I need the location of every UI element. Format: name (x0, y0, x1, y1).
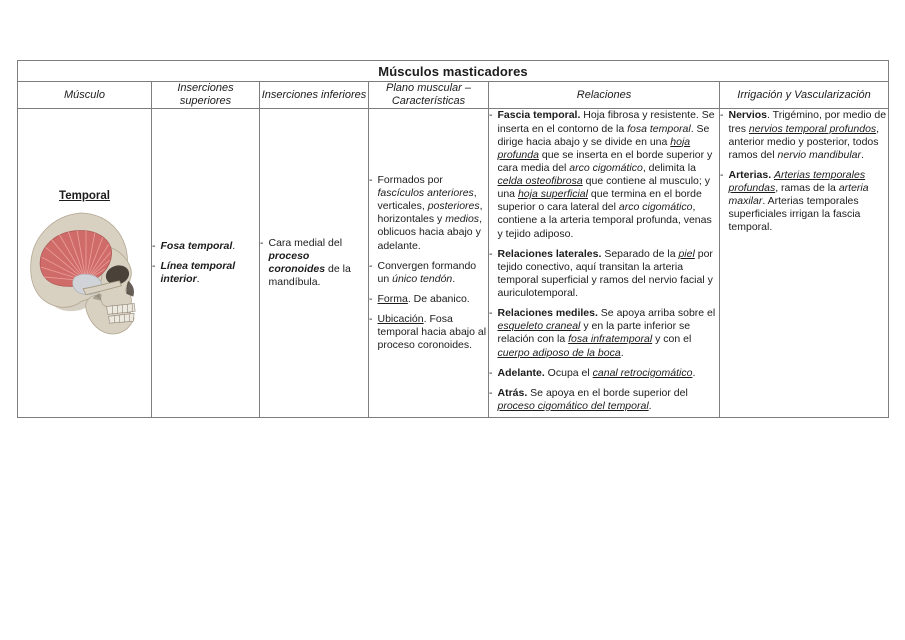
cell-musculo (18, 109, 152, 418)
list-item-text: Fascia temporal. Hoja fibrosa y resistente. Se inserta en el contorno de la fosa temporal. Se dirige hacia abajo y se divide en una hoja profunda que se inserta en el borde superior y cara media del arco cigomático, delimita la celda osteofibrosa que contiene al musculo; y una hoja superficial que termina en el borde superior o cara lateral del arco cigomático, contiene a la arteria temporal profunda, venas y tejido adiposo. (497, 109, 715, 240)
bullet-dash: - (720, 109, 724, 122)
bullet-dash: - (489, 366, 493, 379)
column-header-musculo: Músculo (18, 82, 152, 109)
list-item-text: Ubicación. Fosa temporal hacia abajo al proceso coronoides. (377, 313, 487, 352)
list-item (720, 109, 888, 162)
list-item (152, 240, 259, 253)
cell-relaciones (489, 109, 720, 418)
table-title: Músculos masticadores (18, 61, 889, 82)
bullet-dash: - (720, 168, 724, 181)
list-item (489, 367, 719, 380)
column-header-irrigacion: Irrigación y Vascularización (720, 82, 889, 109)
list-item (369, 313, 488, 352)
list-item (152, 260, 259, 286)
bullet-dash: - (369, 173, 373, 186)
bullet-dash: - (152, 240, 156, 252)
cell-irrigacion (720, 109, 889, 418)
column-header-relaciones: Relaciones (489, 82, 720, 109)
list-item (369, 260, 488, 286)
list-item (260, 237, 368, 290)
list-item-text: Relaciones mediles. Se apoya arriba sobre el esqueleto craneal y en la parte inferior se relación con la fosa infratemporal y con el cuerpo adiposo de la boca. (497, 307, 716, 359)
list-item-text: Formados por fascículos anteriores, verticales, posteriores, horizontales y medios, oblicuos hacia abajo y adelante. (377, 173, 483, 252)
bullet-dash: - (260, 236, 264, 249)
bullet-dash: - (489, 109, 493, 122)
list-item-text: Arterias. Arterias temporales profundas, ramas de la arteria maxilar. Arterias temporales superficiales irrigan la fascia temporal. (728, 168, 869, 234)
bullet-dash: - (369, 313, 373, 326)
skull-temporal-muscle-illustration (24, 208, 146, 338)
bullet-dash: - (489, 386, 493, 399)
list-item (489, 307, 719, 360)
list-item (489, 248, 719, 301)
masticatory-muscles-table (17, 60, 889, 418)
list-item-text: Convergen formando un único tendón. (377, 259, 477, 285)
bullet-dash: - (369, 259, 373, 272)
list-item (489, 109, 719, 240)
cell-inserciones-superiores (152, 109, 260, 418)
list-item-text: Nervios. Trigémino, por medio de tres nervios temporal profundos, anterior medio y posterior, todos ramos del nervio mandibular. (728, 109, 887, 161)
cell-plano-muscular (369, 109, 489, 418)
list-item-text: Relaciones laterales. Separado de la piel por tejido conectivo, aquí transitan la arteria temporal superficial y ramos del nervio facial y auriculotemporal. (497, 247, 713, 299)
bullet-dash: - (489, 247, 493, 260)
list-item-text: Adelante. Ocupa el canal retrocigomático. (497, 366, 696, 379)
list-item (489, 387, 719, 413)
list-item (369, 174, 488, 253)
column-header-inserciones-inferiores: Inserciones inferiores (260, 82, 369, 109)
list-item (720, 169, 888, 235)
list-item-text: Cara medial del proceso coronoides de la mandíbula. (268, 236, 351, 289)
bullet-dash: - (369, 292, 373, 305)
cell-inserciones-inferiores (260, 109, 369, 418)
list-item-text: Forma. De abanico. (377, 292, 470, 305)
bullet-dash: - (489, 307, 493, 320)
list-item-text: Fosa temporal. (160, 240, 236, 252)
bullet-dash: - (152, 260, 156, 273)
list-item-text: Atrás. Se apoya en el borde superior del proceso cigomático del temporal. (497, 386, 688, 412)
column-header-plano-muscular: Plano muscular – Características (369, 82, 489, 109)
column-header-inserciones-superiores: Inserciones superiores (152, 82, 260, 109)
list-item (369, 293, 488, 306)
muscle-name-label: Temporal (59, 189, 110, 202)
list-item-text: Línea temporal interior. (160, 260, 236, 286)
